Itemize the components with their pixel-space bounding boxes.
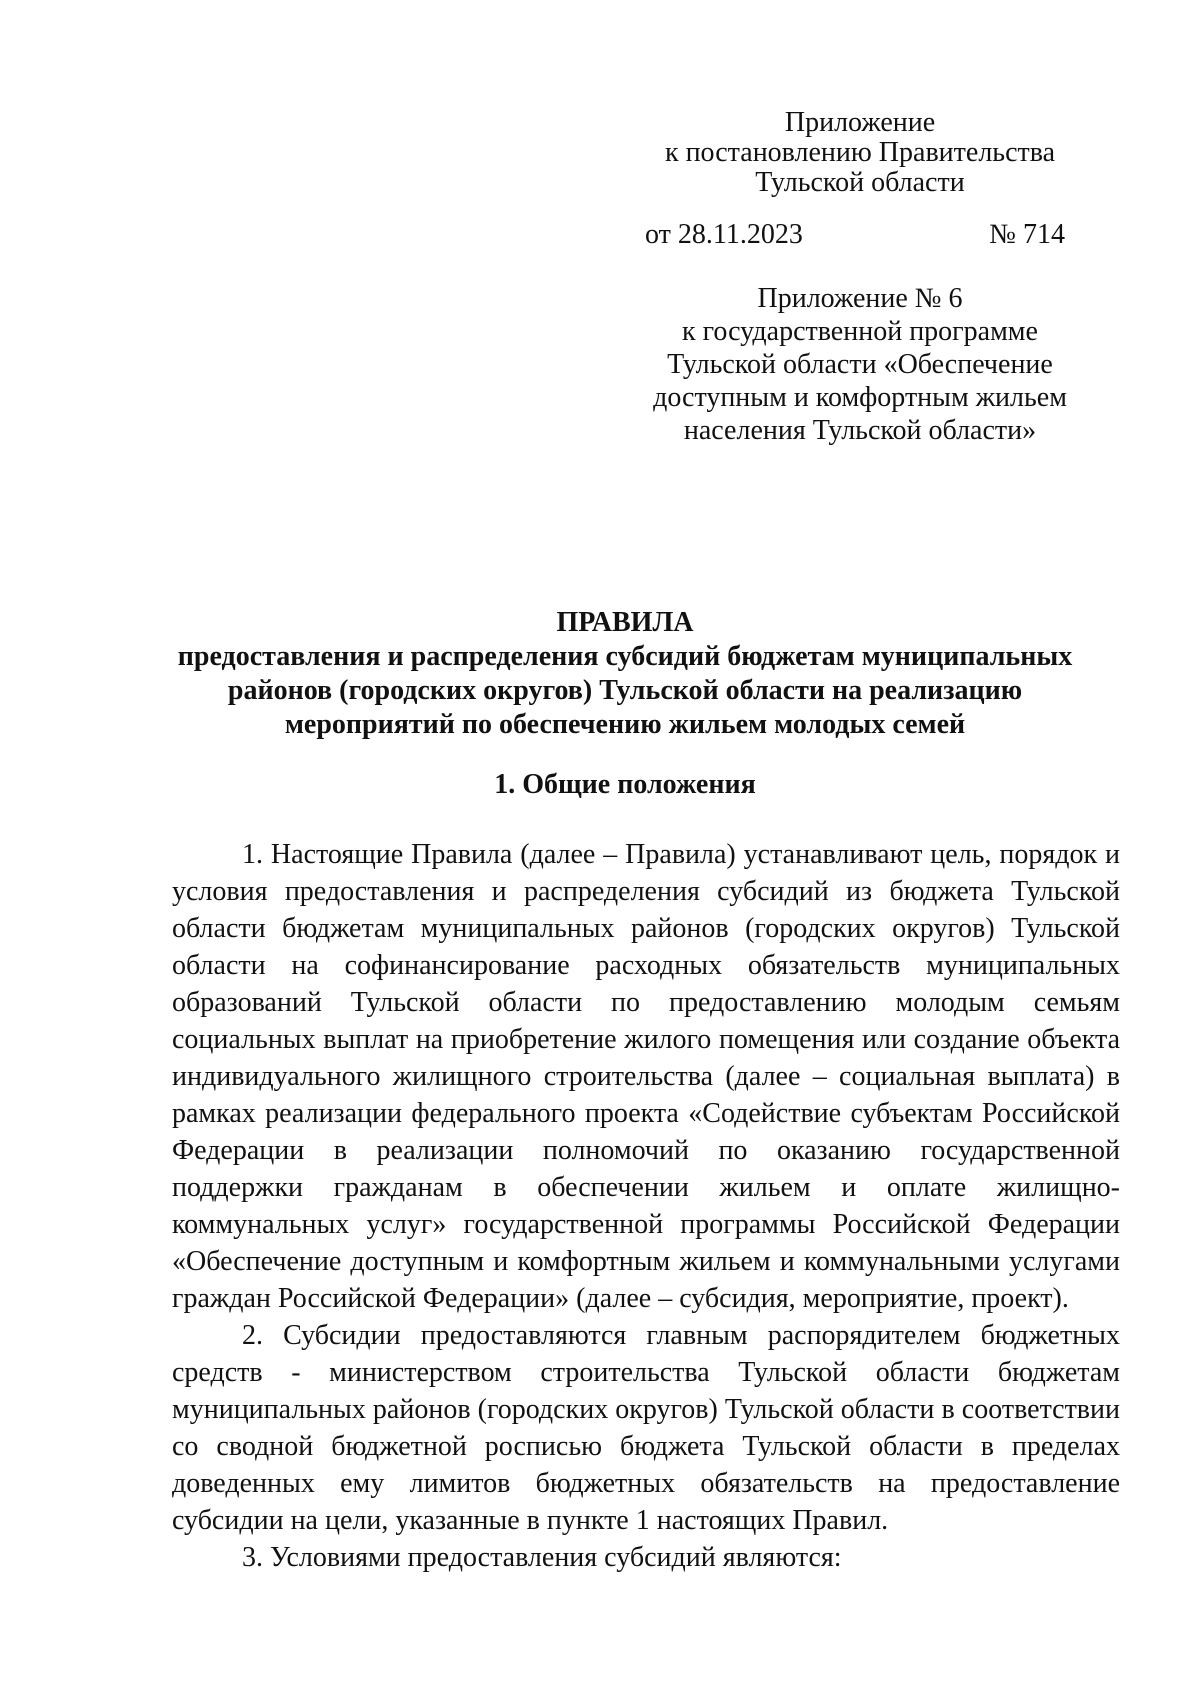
program-appendix-line: населения Тульской области» (683, 415, 1037, 446)
title-subtitle-line: мероприятий по обеспечению жильем молодых семей (284, 709, 966, 740)
document-date: от 28.11.2023 (645, 219, 803, 250)
appendix-header (650, 108, 1070, 198)
title-subtitle-line: районов (городских округов) Тульской области на реализацию (227, 675, 1023, 706)
program-appendix-line: Тульской области «Обеспечение (667, 349, 1053, 380)
paragraph: 1. Настоящие Правила (далее – Правила) устанавливают цель, порядок и условия предоставления и распределения субсидий из бюджета Тульской области бюджетам муниципальных районов (городских округов) Тульской области на софинансирование расходных обязательств муниципальных образований Тульской области по предоставлению молодым семьям социальных выплат на приобретение жилого помещения или создание объекта индивидуального жилищного строительства (далее – социальная выплата) в рамках реализации федерального проекта «Содействие субъектам Российской Федерации в реализации полномочий по оказанию государственной поддержки гражданам в обеспечении жильем и оплате жилищно-коммунальных услуг» государственной программы Российской Федерации «Обеспечение доступным и комфортным жильем и коммунальными услугами граждан Российской Федерации» (далее – субсидия, мероприятие, проект). (172, 839, 1120, 1314)
title-subtitle-line: предоставления и распределения субсидий бюджетам муниципальных (177, 641, 1073, 672)
document-title (150, 606, 1100, 742)
program-appendix-header (640, 282, 1080, 447)
paragraph: 3. Условиями предоставления субсидий являются: (242, 1542, 842, 1573)
appendix-line: к постановлению Правительства (664, 137, 1056, 168)
appendix-line: Тульской области (755, 167, 965, 198)
document-number: № 714 (989, 219, 1065, 250)
section-title: 1. Общие положения (494, 769, 756, 800)
title-heading: ПРАВИЛА (556, 607, 694, 638)
appendix-line: Приложение (784, 107, 936, 138)
program-appendix-line: доступным и комфортным жильем (653, 382, 1067, 413)
program-appendix-line: Приложение № 6 (757, 283, 963, 314)
paragraph: 2. Субсидии предоставляются главным распорядителем бюджетных средств - министерством строительства Тульской области бюджетам муниципальных районов (городских округов) Тульской области в соответствии со сводной бюджетной росписью бюджета Тульской области в пределах доведенных ему лимитов бюджетных обязательств на предоставление субсидии на цели, указанные в пункте 1 настоящих Правил. (172, 1320, 1120, 1536)
program-appendix-line: к государственной программе (682, 316, 1038, 347)
section-body (172, 836, 1120, 1576)
